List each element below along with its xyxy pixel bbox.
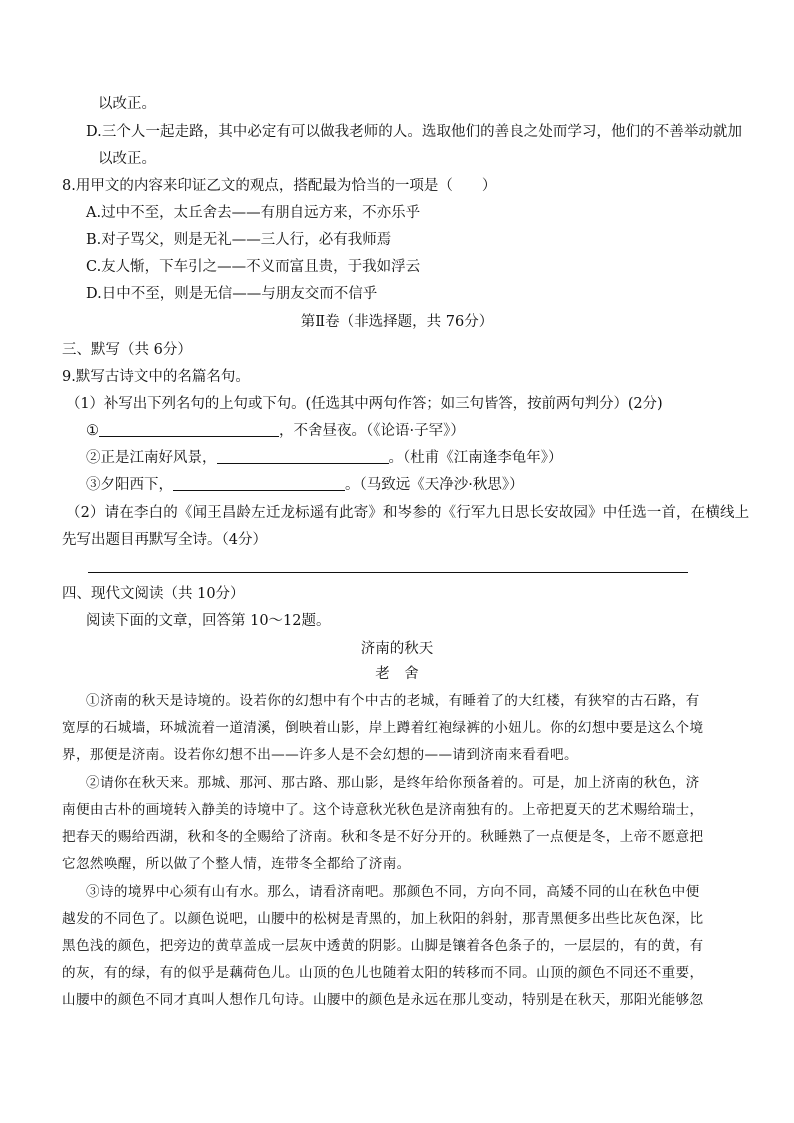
q8-option-b: B.对子骂父，则是无礼——三人行，必有我师焉 [86,232,392,248]
paragraph-3-line-4: 的灰，有的绿，有的似乎是藕荷色儿。山顶的色儿也随着太阳的转移而不同。山顶的颜色不同还不重要， [62,965,704,981]
q9-item-1-suffix: ，不舍昼夜。（《论语·子罕》） [279,423,465,439]
q8-option-d: D.日中不至，则是无信——与朋友交而不信乎 [86,286,378,302]
q8-option-a: A.过中不至，太丘舍去——有朋自远方来，不亦乐乎 [86,205,421,221]
answer-blank-2[interactable] [217,449,389,464]
paragraph-3-line-1: ③诗的境界中心须有山有水。那么，请看济南吧。那颜色不同，方向不同，高矮不同的山在秋色中便 [86,884,700,900]
paragraph-3-line-3: 黑色浅的颜色，把旁边的黄草盖成一层灰中透黄的阴影。山脚是镶着各色条子的，一层层的，有的黄，有 [62,938,704,954]
q9-item-2-prefix: ②正是江南好风景， [86,450,217,466]
paragraph-1-line-2: 宽厚的石城墙，环城流着一道清溪，倒映着山影，岸上蹲着红袍绿裤的小妞儿。你的幻想中要是这么个境 [62,720,704,736]
q7-option-c-tail: 以改正。 [98,96,156,112]
answer-blank-3[interactable] [173,476,345,491]
section4-heading: 四、现代文阅读（共 10分） [62,586,245,602]
q9-sub2-line1: （2）请在李白的《闻王昌龄左迁龙标遥有此寄》和岑参的《行军九日思长安故园》中任选一首，在横线上 [66,505,750,521]
q9-item-1-prefix: ① [86,423,99,439]
q7-option-d-line1: D.三个人一起走路，其中必定有可以做我老师的人。选取他们的善良之处而学习，他们的不善举动就加 [86,124,743,140]
q9-item-3-prefix: ③夕阳西下， [86,477,173,493]
answer-line[interactable] [88,572,688,573]
paragraph-3-line-2: 越发的不同色了。以颜色说吧，山腰中的松树是青黑的，加上秋阳的斜射，那青黑便多出些比灰色深，比 [62,911,704,927]
article-title: 济南的秋天 [360,641,434,657]
q9-item-2 [86,448,563,468]
article-author: 老 舍 [375,666,419,682]
paragraph-3-line-5: 山腰中的颜色不同才真叫人想作几句诗。山腰中的颜色是永远在那儿变动，特别是在秋天，那阳光能够忽 [62,992,704,1008]
q8-option-c: C.友人惭，下车引之——不义而富且贵，于我如浮云 [86,259,421,275]
q9-item-3 [86,475,524,495]
q7-option-d-line2: 以改正。 [98,151,156,167]
q9-item-3-suffix: 。（马致远《天净沙·秋思》） [345,477,524,493]
q9-item-1 [86,421,465,441]
answer-blank-1[interactable] [99,422,279,437]
section4-instruction: 阅读下面的文章，回答第 10～12题。 [86,613,331,629]
paragraph-1-line-1: ①济南的秋天是诗境的。设若你的幻想中有个中古的老城，有睡着了的大红楼，有狭窄的古石路，有 [86,693,700,709]
q9-item-2-suffix: 。（杜甫《江南逢李龟年》） [388,450,563,466]
paragraph-2-line-3: 把春天的赐给西湖，秋和冬的全赐给了济南。秋和冬是不好分开的。秋睡熟了一点便是冬，上帝不愿意把 [62,829,704,845]
section3-heading: 三、默写（共 6分） [62,342,192,358]
q9-sub1: （1）补写出下列名句的上句或下句。(任选其中两句作答；如三句皆答，按前两句判分）(2分) [66,396,663,412]
paragraph-2-line-4: 它忽然唤醒，所以做了个整人情，连带冬全都给了济南。 [62,856,411,872]
q9-sub2-line2: 先写出题目再默写全诗。（4分） [62,532,267,548]
paragraph-1-line-3: 界，那便是济南。设若你幻想不出——许多人是不会幻想的——请到济南来看看吧。 [62,747,578,763]
q8-stem: 8.用甲文的内容来印证乙文的观点，搭配最为恰当的一项是（ ） [62,178,497,194]
paragraph-2-line-1: ②请你在秋天来。那城、那河、那古路、那山影，是终年给你预备着的。可是，加上济南的秋色，济 [86,775,700,791]
part2-title: 第Ⅱ卷（非选择题，共 76分） [300,314,494,330]
q9-stem: 9.默写古诗文中的名篇名句。 [62,369,250,385]
paragraph-2-line-2: 南便由古朴的画境转入静美的诗境中了。这个诗意秋光秋色是济南独有的。上帝把夏天的艺术赐给瑞士， [62,802,704,818]
